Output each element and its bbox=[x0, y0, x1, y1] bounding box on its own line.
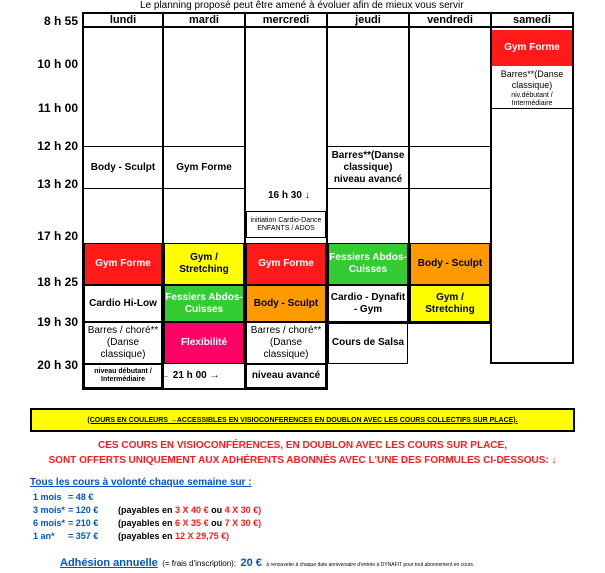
price-value: = 210 € bbox=[68, 518, 99, 528]
class-jeudi-barres: Barres**(Danse classique) niveau avancé bbox=[331, 149, 405, 185]
price-value: = 48 € bbox=[68, 492, 94, 502]
time-label: 18 h 25 bbox=[37, 275, 78, 289]
class-lundi-niveau: niveau débutant / Intermédiaire bbox=[84, 364, 162, 388]
class-mardi-flexibilite: Flexibilité bbox=[164, 322, 244, 364]
grid-line bbox=[164, 188, 244, 189]
grid-line bbox=[492, 108, 572, 109]
price-value: = 357 € bbox=[68, 531, 99, 541]
class-samedi-niveau: niv.débutant / Intermédiaire bbox=[511, 92, 553, 107]
price-label: 1 mois bbox=[33, 492, 62, 502]
time-label: 17 h 20 bbox=[37, 229, 78, 243]
adhesion-label: Adhésion annuelle bbox=[60, 557, 158, 569]
class-samedi-gym-forme: Gym Forme bbox=[492, 30, 572, 66]
class-lundi-barres: Barres / choré**(Danse classique) bbox=[84, 322, 162, 364]
class-samedi-barres: Barres**(Danse classique) bbox=[500, 69, 564, 90]
class-jeudi-fessiers: Fessiers Abdos-Cuisses bbox=[328, 243, 408, 285]
class-lundi-body-sculpt: Body - Sculpt bbox=[90, 161, 156, 173]
class-mardi-gym-stretching: Gym / Stretching bbox=[164, 243, 244, 285]
day-header-samedi: samedi bbox=[492, 14, 572, 28]
class-mercredi-barres: Barres / choré**(Danse classique) bbox=[246, 322, 326, 364]
class-mercredi-body-sculpt: Body - Sculpt bbox=[246, 285, 326, 322]
class-vendredi-gym-stretching: Gym / Stretching bbox=[410, 285, 490, 322]
class-mercredi-niveau: niveau avancé bbox=[246, 364, 326, 388]
class-vendredi-body-sculpt: Body - Sculpt bbox=[410, 243, 490, 285]
visio-banner-text: (COURS EN COULEURS →ACCESSIBLES EN VISIOCONFERENCES EN DOUBLON AVEC LES COURS COLLECTIFS SUR PLACE). bbox=[87, 416, 518, 424]
class-mardi-gym-forme: Gym Forme bbox=[176, 161, 232, 173]
day-header-jeudi: jeudi bbox=[328, 14, 408, 28]
day-header-mardi: mardi bbox=[164, 14, 244, 28]
time-label: 13 h 20 bbox=[37, 177, 78, 191]
mercredi-time-label: 16 h 30 ↓ bbox=[268, 190, 310, 201]
day-header-vendredi: vendredi bbox=[410, 14, 490, 28]
class-lundi-gym-forme: Gym Forme bbox=[84, 243, 162, 285]
time-label: 10 h 00 bbox=[37, 57, 78, 71]
price-pay: (payables en 3 X 40 € ou 4 X 30 €) bbox=[118, 505, 262, 515]
class-jeudi-salsa: Cours de Salsa bbox=[328, 322, 408, 364]
class-mercredi-gym-forme: Gym Forme bbox=[246, 243, 326, 285]
arrow-down-icon: ↓ bbox=[304, 190, 310, 201]
visio-banner bbox=[30, 408, 575, 432]
arrow-left-icon: ← bbox=[160, 370, 170, 381]
grid-line bbox=[328, 188, 408, 189]
pricing-title: Tous les cours à volonté chaque semaine sur : bbox=[30, 477, 252, 488]
planning-note: Le planning proposé peut être amené à évoluer afin de mieux vous servir bbox=[140, 0, 464, 11]
class-mardi-fessiers: Fessiers Abdos-Cuisses bbox=[164, 285, 244, 322]
class-mercredi-initiation: initiation Cardio-Dance ENFANTS / ADOS bbox=[246, 211, 326, 238]
price-pay: (payables en 12 X 29,75 €) bbox=[118, 531, 230, 541]
notice-line-2: SONT OFFERTS UNIQUEMENT AUX ADHÉRENTS ABONNÉS AVEC L'UNE DES FORMULES CI-DESSOUS: ↓ bbox=[48, 455, 557, 466]
price-pay: (payables en 6 X 35 € ou 7 X 30 €) bbox=[118, 518, 262, 528]
adhesion-tail: à renouveler à chaque date anniversaire d'entrée à DYNAFIT pour tout abonnement en cours. bbox=[266, 562, 475, 568]
grid-line bbox=[84, 188, 162, 189]
price-value: = 120 € bbox=[68, 505, 99, 515]
day-header-mercredi: mercredi bbox=[246, 14, 326, 28]
time-label: 19 h 30 bbox=[37, 315, 78, 329]
time-label: 20 h 30 bbox=[37, 358, 78, 372]
arrow-right-icon: → bbox=[209, 370, 220, 381]
grid-line bbox=[410, 146, 490, 147]
grid-line bbox=[410, 188, 490, 189]
time-label: 8 h 55 bbox=[43, 14, 78, 28]
class-lundi-cardio: Cardio Hi-Low bbox=[84, 285, 162, 322]
notice-line-1: CES COURS EN VISIOCONFÉRENCES, EN DOUBLON AVEC LES COURS SUR PLACE, bbox=[98, 440, 507, 451]
class-jeudi-cardio: Cardio - Dynafit - Gym bbox=[328, 285, 408, 322]
price-label: 6 mois* bbox=[33, 518, 66, 528]
price-label: 1 an* bbox=[33, 531, 55, 541]
adhesion-note: (= frais d'inscription): bbox=[162, 559, 237, 568]
time-label: 12 h 20 bbox=[37, 139, 78, 153]
adhesion-price: 20 € bbox=[240, 557, 262, 569]
time-label: 11 h 00 bbox=[37, 101, 78, 115]
adhesion-line bbox=[60, 553, 474, 571]
price-label: 3 mois* bbox=[33, 505, 66, 515]
mardi-end-time: ← 21 h 00 → bbox=[160, 370, 220, 381]
day-header-lundi: lundi bbox=[84, 14, 162, 28]
